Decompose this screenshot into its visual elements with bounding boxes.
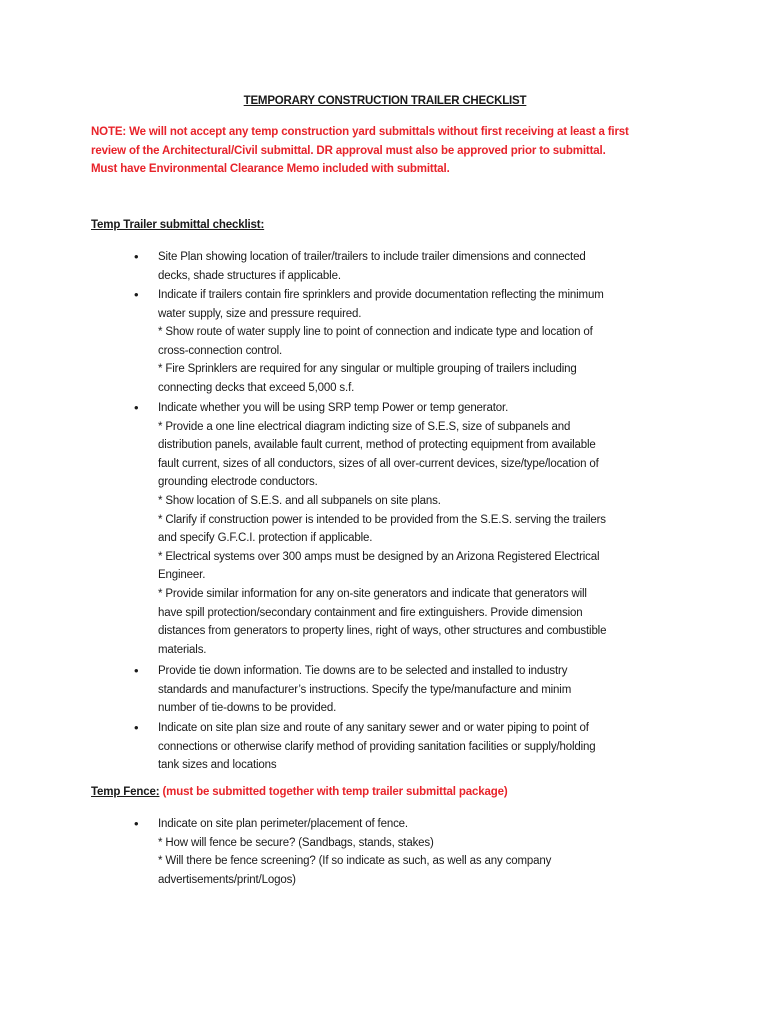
item-line: tank sizes and locations (158, 759, 277, 771)
item-line: connecting decks that exceed 5,000 s.f. (158, 381, 355, 394)
item-line: * Electrical systems over 300 amps must be designed by an Arizona Registered Electrical (158, 550, 600, 563)
item-line: have spill protection/secondary containment and fire extinguishers. Provide dimension (158, 606, 583, 619)
item-line: Indicate whether you will be using SRP temp Power or temp generator. (158, 402, 509, 414)
bullet-icon: • (134, 720, 139, 735)
item-line: and specify G.F.C.I. protection if applicable. (158, 532, 373, 545)
item-line: * How will fence be secure? (Sandbags, stands, stakes) (158, 836, 434, 849)
item-line: Indicate on site plan perimeter/placement of fence. (158, 818, 408, 830)
item-line: * Provide similar information for any on-site generators and indicate that generators will (158, 588, 587, 600)
item-line: number of tie-downs to be provided. (158, 702, 337, 714)
item-line: distribution panels, available fault current, method of protecting equipment from available (158, 439, 596, 452)
item-line: connections or otherwise clarify method of providing sanitation facilities or supply/holding (158, 740, 596, 753)
item-line: decks, shade structures if applicable. (158, 269, 341, 282)
bullet-icon: • (134, 287, 139, 302)
bullet-icon: • (134, 249, 139, 264)
item-line: * Show location of S.E.S. and all subpanels on site plans. (158, 495, 441, 507)
submittal-note (91, 123, 691, 179)
item-line: distances from generators to property lines, right of ways, other structures and combustible (158, 625, 607, 638)
item-line: * Fire Sprinklers are required for any singular or multiple grouping of trailers including (158, 363, 577, 375)
item-line: Indicate on site plan size and route of any sanitary sewer and or water piping to point of (158, 722, 589, 734)
item-line: Indicate if trailers contain fire sprinklers and provide documentation reflecting the minimum (158, 289, 604, 301)
item-line: fault current, sizes of all conductors, sizes of all over-current devices, size/type/location of (158, 457, 599, 470)
fence-section-heading (91, 786, 508, 798)
item-line: * Show route of water supply line to point of connection and indicate type and location of (158, 326, 593, 338)
item-line: cross-connection control. (158, 344, 283, 357)
item-line: grounding electrode conductors. (158, 476, 318, 489)
fence-heading-text: Temp Fence: (91, 786, 160, 798)
item-line: standards and manufacturer’s instructions. Specify the type/manufacture and minim (158, 683, 572, 696)
item-line: materials. (158, 643, 207, 656)
note-line: NOTE: We will not accept any temp construction yard submittals without first receiving at least a first (91, 126, 629, 138)
trailer-heading-text: Temp Trailer submittal checklist: (91, 219, 265, 231)
trailer-section-heading (91, 219, 264, 231)
item-line: * Will there be fence screening? (If so indicate as such, as well as any company (158, 855, 552, 867)
bullet-icon: • (134, 816, 139, 831)
item-line: Site Plan showing location of trailer/trailers to include trailer dimensions and connected (158, 251, 586, 263)
item-line: Provide tie down information. Tie downs are to be selected and installed to industry (158, 665, 568, 677)
note-line: review of the Architectural/Civil submittal. DR approval must also be approved prior to submittal. (91, 144, 606, 157)
item-line: water supply, size and pressure required. (158, 307, 362, 320)
item-line: * Clarify if construction power is intended to be provided from the S.E.S. serving the trailers (158, 513, 606, 526)
item-line: advertisements/print/Logos) (158, 873, 296, 886)
bullet-icon: • (134, 400, 139, 415)
note-line: Must have Environmental Clearance Memo included with submittal. (91, 163, 450, 175)
item-line: Engineer. (158, 569, 206, 582)
bullet-icon: • (134, 663, 139, 678)
fence-heading-note: (must be submitted together with temp trailer submittal package) (162, 786, 508, 798)
item-line: * Provide a one line electrical diagram indicting size of S.E.S, size of subpanels and (158, 420, 571, 433)
document-title: TEMPORARY CONSTRUCTION TRAILER CHECKLIST (243, 95, 527, 107)
